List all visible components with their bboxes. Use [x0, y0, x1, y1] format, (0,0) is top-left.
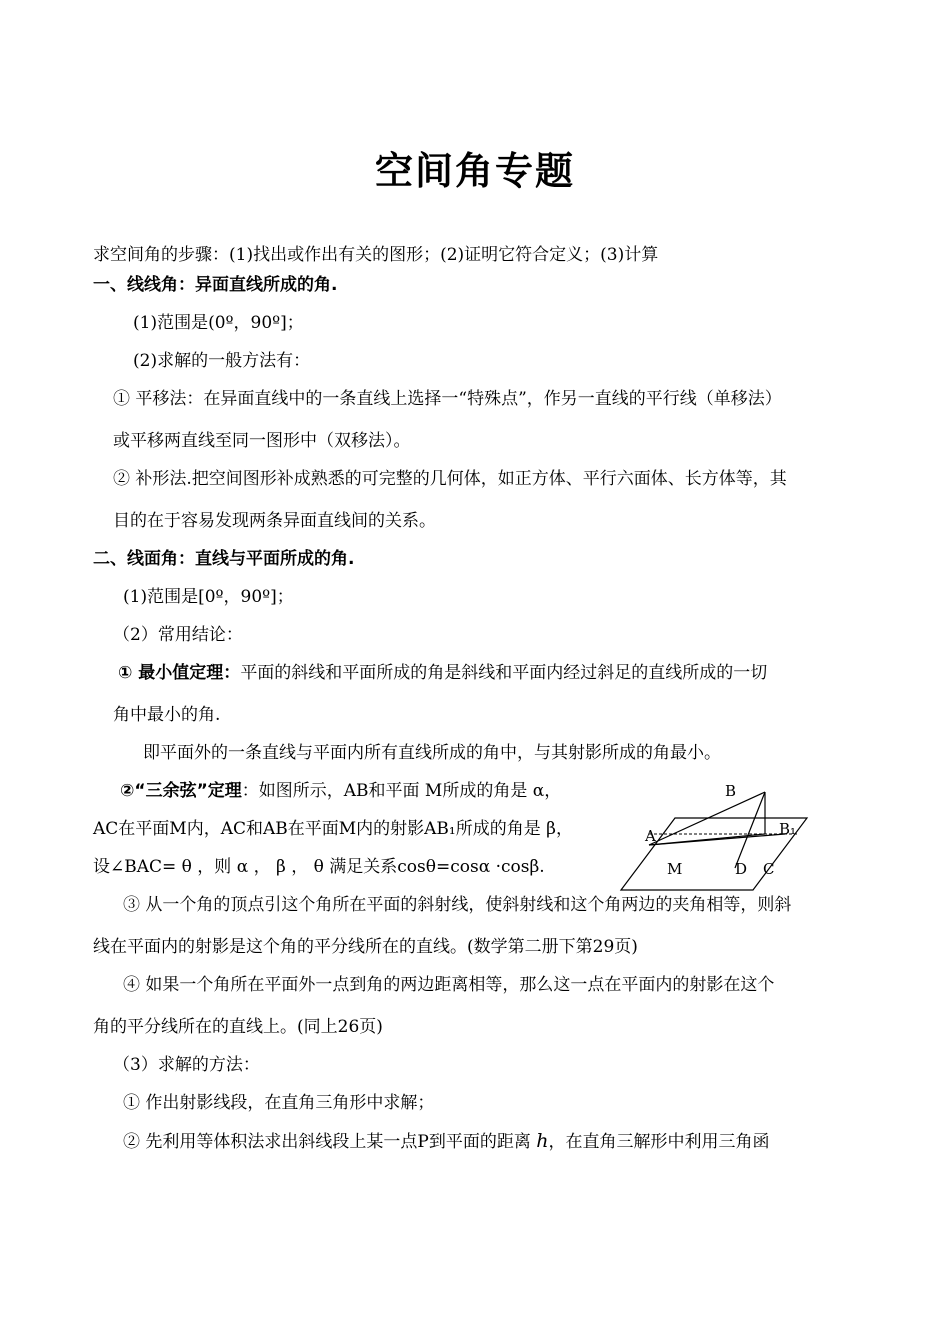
c1-label: ① 最小值定理： — [118, 663, 241, 683]
page-title: 空间角专题 — [374, 149, 575, 193]
label-c: C — [763, 860, 775, 878]
s2-c2-line2: AC在平面M内，AC和AB在平面M内的射影AB₁所成的角是 β， — [93, 819, 573, 839]
c2-text1: ：如图所示，AB和平面 M所成的角是 α， — [241, 781, 562, 801]
s1-method2b: 目的在于容易发现两条异面直线间的关系。 — [113, 511, 436, 531]
s2-c3b: 线在平面内的射影是这个角的平分线所在的直线。(数学第二册下第29页) — [93, 937, 638, 957]
label-b1: B₁ — [779, 820, 797, 838]
c2-label: ②“三余弦”定理 — [120, 781, 242, 801]
intro-text: 求空间角的步骤：(1)找出或作出有关的图形；(2)证明它符合定义；(3)计算 — [93, 245, 659, 265]
section1-heading: 一、线线角：异面直线所成的角. — [93, 275, 338, 295]
label-a: A — [645, 827, 656, 845]
s2-c3a: ③ 从一个角的顶点引这个角所在平面的斜射线，使斜射线和这个角两边的夹角相等，则斜 — [123, 895, 792, 915]
s1-methods: (2)求解的一般方法有： — [133, 351, 311, 371]
s1-method1a: ① 平移法：在异面直线中的一条直线上选择一“特殊点”，作另一直线的平行线（单移法） — [113, 389, 782, 409]
s2-c2-line1 — [120, 780, 561, 802]
s2-range: (1)范围是[0º，90º]； — [123, 587, 294, 607]
s2-c2-line3: 设∠BAC= θ ，则 α ， β ， θ 满足关系cosθ=cosα ·cosβ. — [93, 857, 545, 877]
s1-method1b: 或平移两直线至同一图形中（双移法）。 — [113, 431, 411, 451]
s2-c1 — [118, 662, 767, 684]
s2-conclusions: （2）常用结论： — [113, 625, 243, 645]
three-cosine-figure — [615, 778, 815, 896]
section2-heading: 二、线面角：直线与平面所成的角. — [93, 549, 355, 569]
s2-c1-note: 即平面外的一条直线与平面内所有直线所成的角中，与其射影所成的角最小。 — [143, 743, 721, 763]
solve2-text-b: ，在直角三解形中利用三角函 — [548, 1132, 770, 1152]
s2-solve: （3）求解的方法： — [113, 1055, 260, 1075]
s1-method2a: ② 补形法.把空间图形补成熟悉的可完整的几何体，如正方体、平行六面体、长方体等，其 — [113, 469, 787, 489]
s2-solve2 — [123, 1130, 770, 1153]
label-b: B — [725, 782, 737, 800]
s2-c1-cont: 角中最小的角. — [113, 705, 221, 725]
solve2-text-a: ② 先利用等体积法求出斜线段上某一点P到平面的距离 — [123, 1132, 531, 1152]
c1-text: 平面的斜线和平面所成的角是斜线和平面内经过斜足的直线所成的一切 — [240, 663, 768, 683]
label-d: D — [735, 860, 748, 878]
h-variable: h — [536, 1130, 549, 1152]
s1-range: (1)范围是(0º，90º]； — [133, 313, 304, 333]
label-m: M — [667, 860, 683, 878]
s2-c4a: ④ 如果一个角所在平面外一点到角的两边距离相等，那么这一点在平面内的射影在这个 — [123, 975, 775, 995]
s2-solve1: ① 作出射影线段，在直角三角形中求解； — [123, 1093, 435, 1113]
s2-c4b: 角的平分线所在的直线上。(同上26页) — [93, 1017, 383, 1037]
